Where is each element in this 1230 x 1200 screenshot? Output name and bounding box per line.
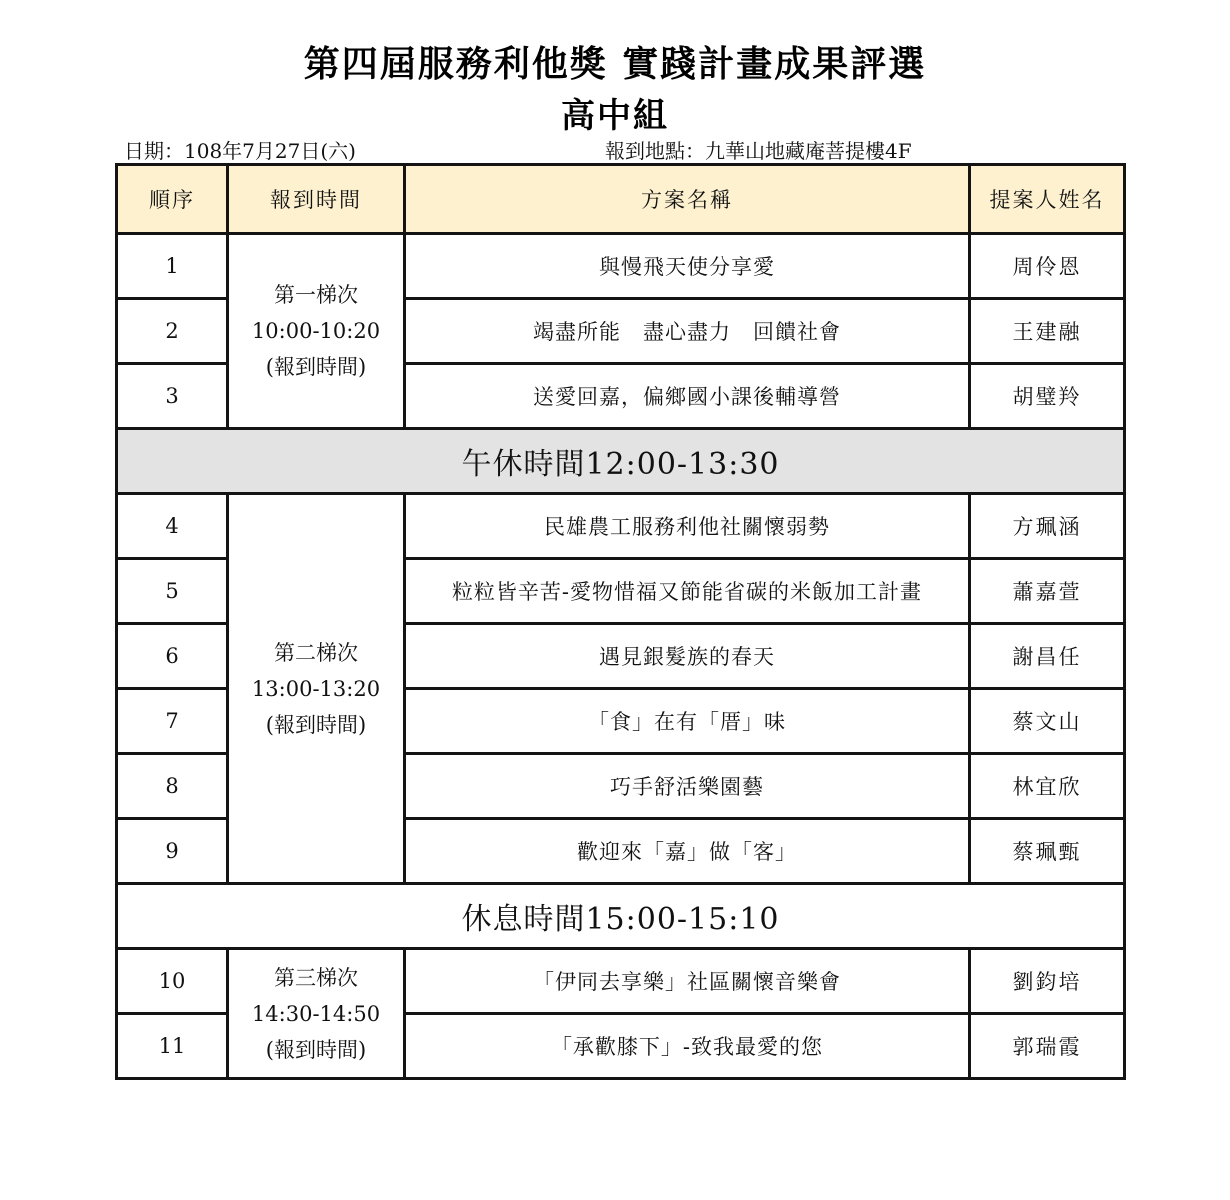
session-label: 第三梯次 xyxy=(274,965,358,990)
session-time: 14:30-14:50 xyxy=(251,1001,381,1026)
header-seq: 順序 xyxy=(117,165,228,234)
rest-break-label: 休息時間15:00-15:10 xyxy=(117,884,1125,949)
session-time: 13:00-13:20 xyxy=(251,676,381,701)
document-title: 第四屆服務利他獎 實踐計畫成果評選 xyxy=(303,44,927,85)
session-2-time xyxy=(228,494,405,884)
row-seq: 10 xyxy=(117,949,228,1014)
row-seq: 8 xyxy=(117,754,228,819)
row-project: 歡迎來「嘉」做「客」 xyxy=(405,819,970,884)
row-project: 「伊同去享樂」社區關懷音樂會 xyxy=(405,949,970,1014)
row-seq: 9 xyxy=(117,819,228,884)
row-proposer: 王建融 xyxy=(970,299,1125,364)
row-seq: 2 xyxy=(117,299,228,364)
row-seq: 7 xyxy=(117,689,228,754)
row-project: 竭盡所能 盡心盡力 回饋社會 xyxy=(405,299,970,364)
row-proposer: 林宜欣 xyxy=(970,754,1125,819)
row-proposer: 郭瑞霞 xyxy=(970,1014,1125,1079)
lunch-break-row xyxy=(117,429,1125,494)
session-note: (報到時間) xyxy=(265,355,367,379)
session-time: 10:00-10:20 xyxy=(251,319,381,343)
lunch-break-label: 午休時間12:00-13:30 xyxy=(117,429,1125,494)
row-project: 送愛回嘉，偏鄉國小課後輔導營 xyxy=(405,364,970,429)
table-row xyxy=(117,949,1125,1014)
row-proposer: 蔡文山 xyxy=(970,689,1125,754)
session-1-time xyxy=(228,234,405,429)
row-proposer: 胡璧羚 xyxy=(970,364,1125,429)
row-proposer: 周伶恩 xyxy=(970,234,1125,299)
header-proposer: 提案人姓名 xyxy=(970,165,1125,234)
row-seq: 11 xyxy=(117,1014,228,1079)
header-time: 報到時間 xyxy=(228,165,405,234)
document-subtitle: 高中組 xyxy=(561,96,669,136)
table-row xyxy=(117,494,1125,559)
row-project: 民雄農工服務利他社關懷弱勢 xyxy=(405,494,970,559)
row-project: 粒粒皆辛苦-愛物惜福又節能省碳的米飯加工計畫 xyxy=(405,559,970,624)
row-project: 「食」在有「厝」味 xyxy=(405,689,970,754)
session-label: 第二梯次 xyxy=(274,640,358,665)
table-row xyxy=(117,234,1125,299)
session-note: (報到時間) xyxy=(265,1037,367,1062)
rest-break-row xyxy=(117,884,1125,949)
row-proposer: 劉鈞培 xyxy=(970,949,1125,1014)
header-row xyxy=(117,165,1125,234)
header-project: 方案名稱 xyxy=(405,165,970,234)
row-seq: 5 xyxy=(117,559,228,624)
row-project: 「承歡膝下」-致我最愛的您 xyxy=(405,1014,970,1079)
row-proposer: 謝昌任 xyxy=(970,624,1125,689)
row-project: 與慢飛天使分享愛 xyxy=(405,234,970,299)
row-project: 巧手舒活樂園藝 xyxy=(405,754,970,819)
row-proposer: 蕭嘉萱 xyxy=(970,559,1125,624)
event-location: 報到地點：九華山地藏庵菩提樓4F xyxy=(605,139,912,163)
row-seq: 1 xyxy=(117,234,228,299)
row-proposer: 蔡珮甄 xyxy=(970,819,1125,884)
event-date: 日期：108年7月27日(六) xyxy=(124,139,356,163)
session-note: (報到時間) xyxy=(265,712,367,737)
schedule-table xyxy=(115,163,1126,1080)
row-project: 遇見銀髮族的春天 xyxy=(405,624,970,689)
session-label: 第一梯次 xyxy=(274,283,358,307)
row-seq: 6 xyxy=(117,624,228,689)
session-3-time xyxy=(228,949,405,1079)
row-proposer: 方珮涵 xyxy=(970,494,1125,559)
row-seq: 4 xyxy=(117,494,228,559)
row-seq: 3 xyxy=(117,364,228,429)
